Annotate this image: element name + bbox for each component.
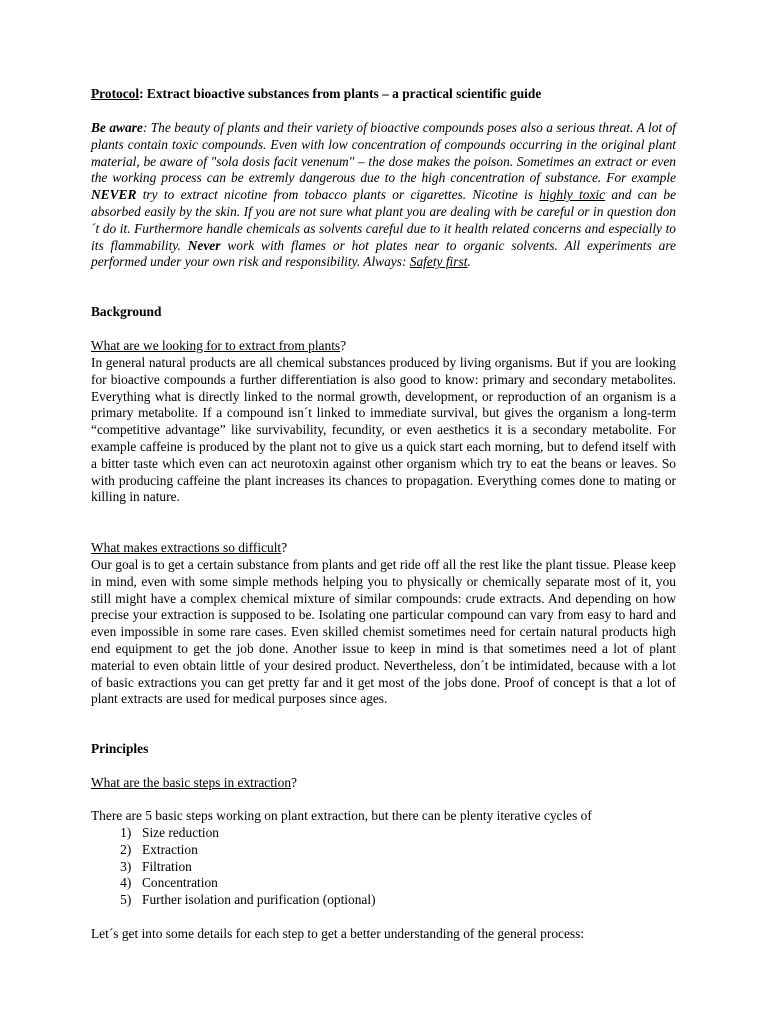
never-emphasis: NEVER (91, 187, 137, 203)
title-text: Extract bioactive substances from plants – a practical scientific guide (143, 86, 542, 101)
question-1-text: What are we looking for to extract from plants (91, 338, 341, 353)
list-item: 3. Filtration (138, 859, 676, 876)
warning-end: . (467, 254, 471, 270)
principles-question-mark: ? (291, 775, 297, 790)
warning-text-3: and can be absorbed easily by the skin. If you are not sure what plant you are dealing with be careful or in question don´t do it. Furthermore handle chemicals as solvents careful due to it health related concerns and especially to its flammability. (91, 187, 677, 253)
principles-heading: Principles (91, 741, 149, 756)
background-question-2 (91, 540, 676, 557)
title-label: Protocol (91, 86, 140, 101)
principles-outro: Let´s get into some details for each step to get a better understanding of the general process: (91, 926, 585, 941)
principles-question-text: What are the basic steps in extraction (91, 775, 292, 790)
warning-text-2: try to extract nicotine from tobacco plants or cigarettes. Nicotine is (136, 187, 540, 203)
document-title (91, 86, 676, 103)
question-2-text: What makes extractions so difficult (91, 540, 282, 555)
never-emphasis-2: Never (187, 237, 221, 253)
steps-list (91, 825, 676, 909)
question-2-mark: ? (281, 540, 288, 555)
safety-first: Safety first (409, 254, 468, 270)
background-heading: Background (91, 304, 162, 319)
warning-text-1: : The beauty of plants and their variety of bioactive compounds poses also a serious threat. A lot of plants contain toxic compounds. Even with low concentration of compounds occurring in the original plant material, be aware of "sola dosis facit venenum" – the dose makes the poison. Sometimes an extract or even the working process can be extremly dangerous due to the high concentration of substance. For example (91, 120, 676, 186)
highly-toxic-link: highly toxic (539, 187, 606, 203)
list-item: 2. Extraction (138, 842, 676, 859)
background-paragraph-1: In general natural products are all chemical substances produced by living organisms. But if you are looking for bioactive compounds a further differentiation is also good to know: primary and secondary metabolites. Everything what is directly linked to the normal growth, development, or reproduction of an organism is a primary metabolite. If a compound isn´t linked to immediate survival, but gives the organism a long-term “competitive advantage” like survivability, fecundity, or even aesthetics it is a secondary metabolite. For example caffeine is produced by the plant not to give us a quick start each morning, but to defend itself with a bitter taste which even can act neurotoxin against other organism which try to eat the beans or leaves. So with producing caffeine the plant increases its chances to propagation. Everything comes done to mating or killing in nature. (91, 355, 676, 505)
warning-paragraph (91, 120, 676, 271)
warning-text-4: work with flames or hot plates near to organic solvents. All experiments are performed under your own risk and responsibility. Always: (91, 237, 676, 270)
question-1-mark: ? (340, 338, 347, 353)
list-item: 4. Concentration (138, 875, 676, 892)
principles-intro: There are 5 basic steps working on plant extraction, but there can be plenty iterative cycles of (91, 808, 592, 823)
background-paragraph-2: Our goal is to get a certain substance from plants and get ride off all the rest like the plant tissue. Please keep in mind, even with some simple methods helping you to physically or chemically separate most of it, you still might have a complex chemical mixture of similar compounds: crude extracts. And depending on how precise your extraction is supposed to be. Isolating one particular compound can vary from easy to hard and even impossible in some rare cases. Even skilled chemist sometimes need for certain natural products high end equipment to get the job done. Another issue to keep in mind is that sometimes need a lot of plant material to even obtain little of your desired product. Nevertheless, don´t be intimidated, because with a lot of basic extractions you can get pretty far and it get most of the jobs done. Proof of concept is that a lot of plant extracts are used for medical purposes since ages. (91, 557, 676, 707)
steps-list-container (91, 825, 676, 909)
principles-question (91, 775, 676, 792)
warning-lead: Be aware (91, 120, 143, 135)
title-colon: : (139, 86, 144, 101)
list-item: 5. Further isolation and purification (optional) (138, 892, 676, 909)
list-item: 1. Size reduction (138, 825, 676, 842)
background-question-1 (91, 338, 676, 355)
